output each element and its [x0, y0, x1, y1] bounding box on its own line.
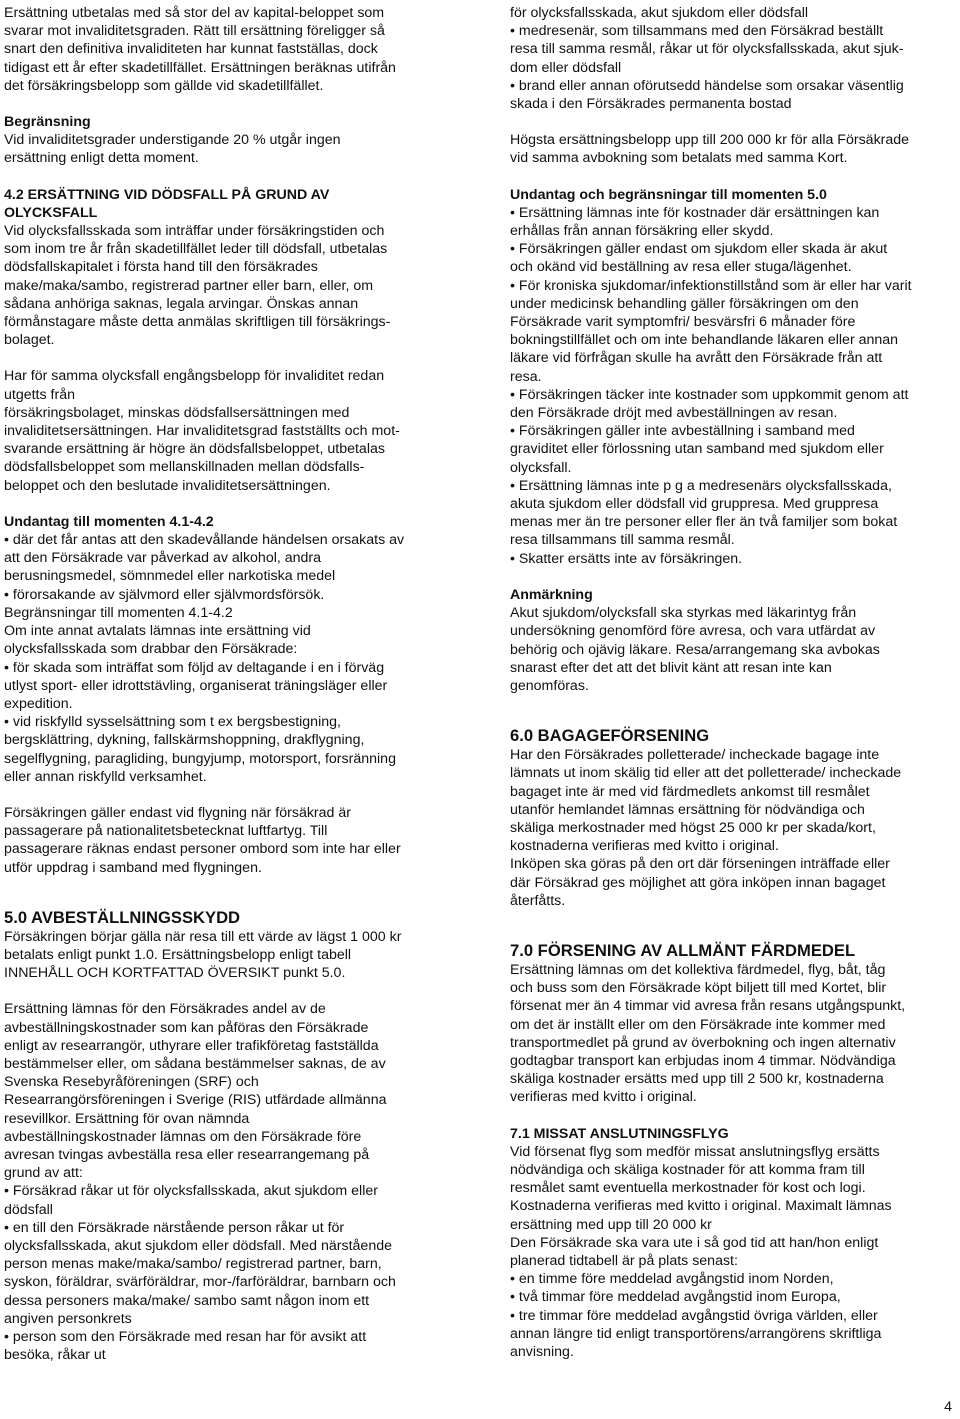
text-line: Akut sjukdom/olycksfall ska styrkas med läkarintyg från: [510, 605, 857, 622]
spacer: [4, 877, 456, 907]
text-line: anvisning.: [510, 1344, 574, 1360]
section-heading: 5.0 AVBESTÄLLNINGSSKYDD: [4, 907, 241, 927]
text-line: bestämmelser eller, om sådana bestämmelser saknas, de av: [4, 1055, 386, 1072]
text-line: • tre timmar före meddelad avgångstid övriga världen, eller: [510, 1307, 878, 1324]
text-line: Kostnaderna verifieras med kvitto i original. Maximalt lämnas: [510, 1198, 892, 1215]
text-line: resa.: [510, 368, 542, 385]
text-line: kostnaderna verifieras med kvitto i original.: [510, 838, 779, 855]
text-line: det försäkringsbelopp som gällde vid skadetillfället.: [4, 77, 324, 94]
text-line: passagerare räknas endast personer ombord som inte har eller: [4, 841, 401, 858]
text-line: akuta sjukdom eller dödsfall vid gruppresa. Med gruppresa: [510, 496, 879, 513]
text-line: Svenska Resebyråföreningen (SRF) och: [4, 1074, 259, 1091]
text-line: skäliga kostnader ersätts med upp till 2 500 kr, kostnaderna: [510, 1071, 884, 1088]
text-line: graviditet eller förlossning utan samband med sjukdom eller: [510, 441, 884, 458]
text-line: Om inte annat avtalats lämnas inte ersättning vid: [4, 623, 311, 640]
text-line: under medicinsk behandling gäller försäkringen om den: [510, 295, 859, 312]
text-line: • Försäkrad råkar ut för olycksfallsskada, akut sjukdom eller: [4, 1183, 378, 1200]
text-line: passagerare på nationalitetsbetecknat luftfartyg. Till: [4, 823, 328, 840]
text-line: dom eller dödsfall: [510, 59, 622, 76]
spacer: [510, 568, 956, 586]
text-line: undersökning genomförd före avresa, och vara utfärdat av: [510, 623, 876, 640]
text-line: Har den Försäkrades polletterade/ incheckade bagage inte: [510, 747, 880, 764]
text-line: betalats enligt punkt 1.0. Ersättningsbelopp enligt tabell: [4, 946, 352, 963]
text-line: transportmedlet på grund av överbokning och ingen alternativ: [510, 1034, 896, 1051]
text-line: annan längre tid enligt transportörens/arrangörens skriftliga: [510, 1325, 882, 1342]
text-line: utför uppdrag i samband med flygningen.: [4, 859, 262, 876]
text-line: som inom tre år från skadetillfället leder till dödsfall, utbetalas: [4, 241, 388, 258]
spacer: [4, 982, 456, 1000]
text-line: enligt av researrangör, uthyrare eller trafikföretag fastställda: [4, 1037, 379, 1054]
spacer: [510, 910, 956, 940]
text-line: resmålet samt eventuella merkostnader för kost och logi.: [510, 1180, 866, 1197]
text-line: bergsklättring, dykning, fallskärmshoppning, drakflygning,: [4, 732, 365, 749]
left-column: [4, 4, 456, 1364]
section-heading: 7.1 MISSAT ANSLUTNINGSFLYG: [510, 1125, 729, 1142]
text-line: • brand eller annan oförutsedd händelse som orsakar väsentlig: [510, 77, 904, 94]
text-line: olycksfallsskada som drabbar den Försäkrade:: [4, 641, 298, 658]
text-line: • en timme före meddelad avgångstid inom Norden,: [510, 1271, 834, 1288]
text-line: svarande ersättning är högre än dödsfallsbeloppet, utbetalas: [4, 441, 385, 458]
text-line: • där det får antas att den skadevållande händelsen orsakats av: [4, 532, 405, 549]
text-line: resevillkor. Ersättning för ovan nämnda: [4, 1110, 250, 1127]
text-line: lämnats ut inom skälig tid eller att det polletterade/ incheckade: [510, 765, 902, 782]
section-heading: Undantag till momenten 4.1-4.2: [4, 513, 214, 530]
text-line: utlyst sport- eller idrottstävling, organiserat träningsläger eller: [4, 677, 388, 694]
text-line: dödsfallskapitalet i första hand till den försäkrades: [4, 259, 318, 276]
spacer: [510, 113, 956, 131]
text-line: bolaget.: [4, 332, 55, 349]
text-line: olycksfall.: [510, 459, 572, 476]
text-line: • Skatter ersätts inte av försäkringen.: [510, 550, 743, 567]
text-line: avresan tvingas avbeställa resa eller researrangemang på: [4, 1146, 370, 1163]
section-heading: 7.0 FÖRSENING AV ALLMÄNT FÄRDMEDEL: [510, 940, 856, 960]
text-line: • Ersättning lämnas inte för kostnader där ersättningen kan: [510, 204, 880, 221]
spacer: [510, 695, 956, 725]
text-line: läkare vid förfrågan skulle ha avrått den Försäkrade från att: [510, 350, 883, 367]
text-line: utgetts från: [4, 386, 75, 403]
text-line: vid samma avbokning som betalats med samma Kort.: [510, 150, 848, 167]
text-line: resa tillsammans till samma resmål.: [510, 532, 735, 549]
text-line: där Försäkrad ges möjlighet att göra inköpen innan bagaget: [510, 874, 886, 891]
spacer: [4, 349, 456, 367]
text-line: • för skada som inträffat som följd av deltagande i en i förväg: [4, 659, 385, 676]
text-line: angiven personkrets: [4, 1310, 132, 1327]
text-line: Inköpen ska göras på den ort där förseningen inträffade eller: [510, 856, 890, 873]
section-heading: Begränsning: [4, 114, 91, 131]
text-line: Har för samma olycksfall engångsbelopp för invaliditet redan: [4, 368, 385, 385]
text-line: skäliga merkostnader med högst 25 000 kr per skada/kort,: [510, 819, 876, 836]
text-line: erhållas från annan försäkring eller skydd.: [510, 223, 774, 240]
text-line: ersättning med upp till 20 000 kr: [510, 1216, 712, 1233]
text-line: Försäkrade varit symptomfri/ besvärsfri 6 månader före: [510, 314, 856, 331]
text-line: Försäkringen börjar gälla när resa till ett värde av lägst 1 000 kr: [4, 928, 402, 945]
text-line: och buss som den Försäkrade köpt biljett till med Kortet, blir: [510, 980, 887, 997]
text-line: berusningsmedel, sömnmedel eller narkotiska medel: [4, 568, 336, 585]
text-line: • förorsakande av självmord eller självmordsförsök.: [4, 586, 325, 603]
spacer: [510, 168, 956, 186]
text-line: Försäkringen gäller endast vid flygning när försäkrad är: [4, 804, 351, 821]
text-line: INNEHÅLL OCH KORTFATTAD ÖVERSIKT punkt 5.0.: [4, 965, 346, 982]
text-line: verifieras med kvitto i original.: [510, 1089, 697, 1106]
text-line: • Ersättning lämnas inte p g a medresenärs olycksfallsskada,: [510, 477, 892, 494]
text-line: Den Försäkrade ska vara ute i så god tid att han/hon enligt: [510, 1234, 879, 1251]
spacer: [4, 95, 456, 113]
text-line: besöka, råkar ut: [4, 1347, 106, 1364]
text-line: försenat mer än 4 timmar vid avresa från resans utgångspunkt,: [510, 998, 906, 1015]
text-line: skada i den Försäkrades permanenta bostad: [510, 96, 792, 113]
text-line: • en till den Försäkrade närstående person råkar ut för: [4, 1219, 345, 1236]
text-line: • Försäkringen gäller inte avbeställning i samband med: [510, 423, 855, 440]
text-line: Högsta ersättningsbelopp upp till 200 000 kr för alla Försäkrade: [510, 132, 910, 149]
text-line: godtagbar transport kan erbjudas inom 4 timmar. Nödvändiga: [510, 1052, 896, 1069]
text-line: Ersättning utbetalas med så stor del av kapital-beloppet som: [4, 5, 385, 21]
text-line: resa till samma resmål, råkar ut för olycksfallsskada, akut sjuk-: [510, 41, 904, 58]
spacer: [4, 786, 456, 804]
text-line: invaliditetsersättningen. Har invaliditetsgrad fastställts och mot-: [4, 423, 400, 440]
text-line: snarast efter det att det blivit känt att resan inte kan: [510, 659, 832, 676]
section-heading: OLYCKSFALL: [4, 204, 98, 221]
text-line: Ersättning lämnas om det kollektiva färdmedel, flyg, båt, tåg: [510, 961, 886, 978]
text-line: nödvändiga och skäliga kostnader för att komma fram till: [510, 1161, 865, 1178]
text-line: Vid försenat flyg som medför missat anslutningsflyg ersätts: [510, 1143, 880, 1160]
section-heading: Anmärkning: [510, 586, 593, 603]
text-line: Ersättning lämnas för den Försäkrades andel av de: [4, 1001, 326, 1018]
text-line: utanför hemlandet lämnas ersättning för nödvändiga och: [510, 801, 865, 818]
text-line: menas mer än tre personer eller fler än två familjer som bokat: [510, 514, 898, 531]
text-line: återfåtts.: [510, 892, 566, 909]
text-line: • två timmar före meddelad avgångstid inom Europa,: [510, 1289, 841, 1306]
text-line: dödsfall: [4, 1201, 53, 1218]
text-line: dessa personers maka/make/ sambo samt någon inom ett: [4, 1292, 370, 1309]
text-line: segelflygning, paragliding, bungyjump, motorsport, forsränning: [4, 750, 396, 767]
text-line: avbeställningskostnader som kan påföras den Försäkrade: [4, 1019, 369, 1036]
text-line: • medresenär, som tillsammans med den Försäkrad beställt: [510, 23, 884, 40]
text-line: förmånstagare måste detta anmälas skriftligen till försäkrings-: [4, 314, 391, 331]
text-line: Researrangörsföreningen i Sverige (RIS) utfärdade allmänna: [4, 1092, 387, 1109]
text-line: avbeställningskostnader lämnas om den Försäkrade före: [4, 1128, 362, 1145]
section-heading: 4.2 ERSÄTTNING VID DÖDSFALL PÅ GRUND AV: [4, 186, 330, 203]
text-line: att den Försäkrade var påverkad av alkohol, andra: [4, 550, 322, 567]
section-heading: 6.0 BAGAGEFÖRSENING: [510, 726, 710, 746]
text-line: och okänd vid beställning av resa eller stuga/lägenhet.: [510, 259, 852, 276]
text-line: • Försäkringen täcker inte kostnader som uppkommit genom att: [510, 386, 909, 403]
section-heading: Undantag och begränsningar till momenten 5.0: [510, 186, 827, 203]
text-line: behörig och ojävig läkare. Resa/arrangemang ska avbokas: [510, 641, 880, 658]
text-line: expedition.: [4, 695, 73, 712]
text-line: • För kroniska sjukdomar/infektionstillstånd som är eller har varit: [510, 277, 912, 294]
spacer: [4, 495, 456, 513]
text-line: tidigast ett år efter skadetillfället. Ersättningen beräknas utifrån: [4, 59, 396, 76]
spacer: [4, 168, 456, 186]
right-column: [510, 4, 956, 1361]
text-line: eller annan riskfylld verksamhet.: [4, 768, 207, 785]
text-line: Vid invaliditetsgrader understigande 20 % utgår ingen: [4, 132, 341, 149]
text-line: Vid olycksfallsskada som inträffar under försäkringstiden och: [4, 223, 385, 240]
text-line: beloppet och den beslutade invaliditetsersättningen.: [4, 477, 331, 494]
text-line: bagaget inte är med vid färdmedlets ankomst till resmålet: [510, 783, 870, 800]
text-line: dödsfallsbeloppet som mellanskillnaden mellan dödsfalls-: [4, 459, 365, 476]
text-line: • person som den Försäkrade med resan har för avsikt att: [4, 1329, 367, 1345]
text-line: sådana anhöriga saknas, legala arvingar. Önskas annan: [4, 295, 359, 312]
page-number: 4: [944, 1399, 952, 1415]
text-line: genomföras.: [510, 677, 589, 694]
text-line: olycksfallsskada, akut sjukdom eller dödsfall. Med närstående: [4, 1237, 392, 1254]
text-line: planerad tidtabell är på plats senast:: [510, 1252, 738, 1269]
text-line: snart den definitiva invaliditeten har kunnat fastställas, dock: [4, 41, 378, 58]
text-line: den Försäkrade dröjt med avbeställningen av resan.: [510, 405, 838, 422]
text-line: bokningstillfället och om inte behandlande läkaren eller annan: [510, 332, 899, 349]
text-line: make/maka/sambo, registrerad partner eller barn, eller, om: [4, 277, 374, 294]
text-line: för olycksfallsskada, akut sjukdom eller dödsfall: [510, 5, 809, 21]
text-line: syskon, föräldrar, svärföräldrar, mor-/farföräldrar, barnbarn och: [4, 1274, 396, 1291]
text-line: ersättning enligt detta moment.: [4, 150, 199, 167]
text-line: grund av att:: [4, 1165, 83, 1182]
spacer: [510, 1107, 956, 1125]
text-line: person menas make/maka/sambo/ registrerad partner, barn,: [4, 1256, 382, 1273]
text-line: om det är inställt eller om den Försäkrade inte kommer med: [510, 1016, 886, 1033]
text-line: svarar mot invaliditetsgraden. Rätt till ersättning föreligger så: [4, 23, 385, 40]
text-line: försäkringsbolaget, minskas dödsfallsersättningen med: [4, 404, 350, 421]
text-line: • vid riskfylld sysselsättning som t ex bergsbestigning,: [4, 714, 341, 731]
text-line: Begränsningar till momenten 4.1-4.2: [4, 604, 233, 621]
text-line: • Försäkringen gäller endast om sjukdom eller skada är akut: [510, 241, 888, 258]
